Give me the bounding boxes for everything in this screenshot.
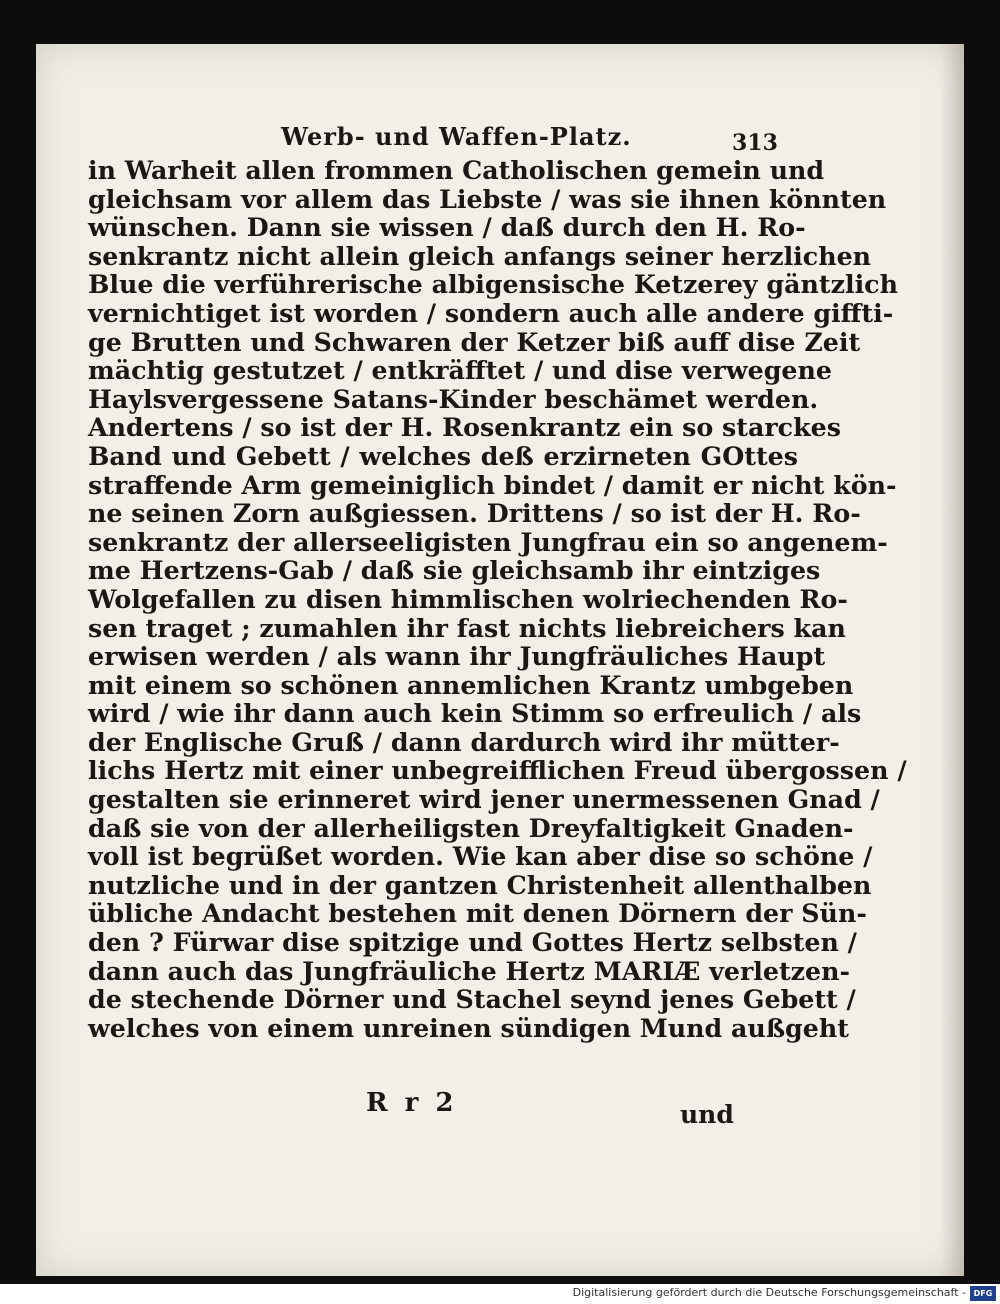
text-line: senkrantz der allerseeligisten Jungfrau ein so angenem-	[88, 526, 888, 557]
text-line: mächtig gestutzet / entkräfftet / und dise verwegene	[88, 355, 833, 386]
text-line: in Warheit allen frommen Catholischen gemein und	[88, 155, 825, 185]
text-line: vernichtiget ist worden / sondern auch alle andere giffti-	[88, 297, 894, 328]
book-page	[36, 44, 964, 1276]
text-line: voll ist begrüßet worden. Wie kan aber dise so schöne /	[88, 841, 873, 872]
text-line: ge Brutten und Schwaren der Ketzer biß auff dise Zeit	[88, 326, 861, 357]
funding-credit: Digitalisierung gefördert durch die Deutsche Forschungsgemeinschaft -	[572, 1286, 966, 1299]
running-head: Werb- und Waffen-Platz.	[281, 122, 632, 151]
page-number: 313	[732, 130, 778, 156]
dfg-logo-icon: DFG	[970, 1286, 996, 1301]
text-line: ne seinen Zorn außgiessen. Drittens / so ist der H. Ro-	[88, 498, 861, 529]
text-line: den ? Fürwar dise spitzige und Gottes Hertz selbsten /	[88, 927, 857, 958]
text-line: sen traget ; zumahlen ihr fast nichts liebreichers kan	[88, 612, 846, 643]
text-line: wird / wie ihr dann auch kein Stimm so erfreulich / als	[88, 698, 862, 729]
catchword: und	[680, 1100, 734, 1129]
text-line: Band und Gebett / welches deß erzirneten GOttes	[88, 440, 798, 471]
text-line: Wolgefallen zu disen himmlischen wolriechenden Ro-	[88, 583, 848, 614]
signature-mark: R r 2	[366, 1088, 458, 1118]
text-line: übliche Andacht bestehen mit denen Dörnern der Sün-	[88, 898, 867, 929]
text-line: gleichsam vor allem das Liebste / was sie ihnen könnten	[88, 183, 887, 214]
text-line: senkrantz nicht allein gleich anfangs seiner herzlichen	[88, 240, 872, 271]
text-line: de stechende Dörner und Stachel seynd jenes Gebett /	[88, 984, 856, 1015]
text-line: me Hertzens-Gab / daß sie gleichsamb ihr eintziges	[88, 555, 821, 586]
body-text	[88, 155, 907, 1043]
text-line: gestalten sie erinneret wird jener unermessenen Gnad /	[88, 784, 880, 815]
text-line: daß sie von der allerheiligsten Dreyfaltigkeit Gnaden-	[88, 812, 854, 843]
footer-bar	[0, 1284, 1000, 1304]
text-line: welches von einem unreinen sündigen Mund außgeht	[88, 1012, 849, 1043]
text-line: mit einem so schönen annemlichen Krantz umbgeben	[88, 669, 854, 700]
text-line: dann auch das Jungfräuliche Hertz MARIÆ verletzen-	[88, 955, 851, 986]
text-line: Haylsvergessene Satans-Kinder beschämet werden.	[88, 383, 819, 414]
text-line: der Englische Gruß / dann dardurch wird ihr mütter-	[88, 726, 840, 757]
text-line: lichs Hertz mit einer unbegreifflichen Freud übergossen /	[88, 755, 907, 786]
text-line: nutzliche und in der gantzen Christenheit allenthalben	[88, 869, 872, 900]
text-line: straffende Arm gemeiniglich bindet / damit er nicht kön-	[88, 469, 897, 500]
text-line: wünschen. Dann sie wissen / daß durch den H. Ro-	[88, 212, 806, 243]
text-line: Blue die verführerische albigensische Ketzerey gäntzlich	[88, 269, 898, 300]
text-line: Andertens / so ist der H. Rosenkrantz ein so starckes	[88, 412, 841, 443]
text-line: erwisen werden / als wann ihr Jungfräuliches Haupt	[88, 641, 826, 672]
